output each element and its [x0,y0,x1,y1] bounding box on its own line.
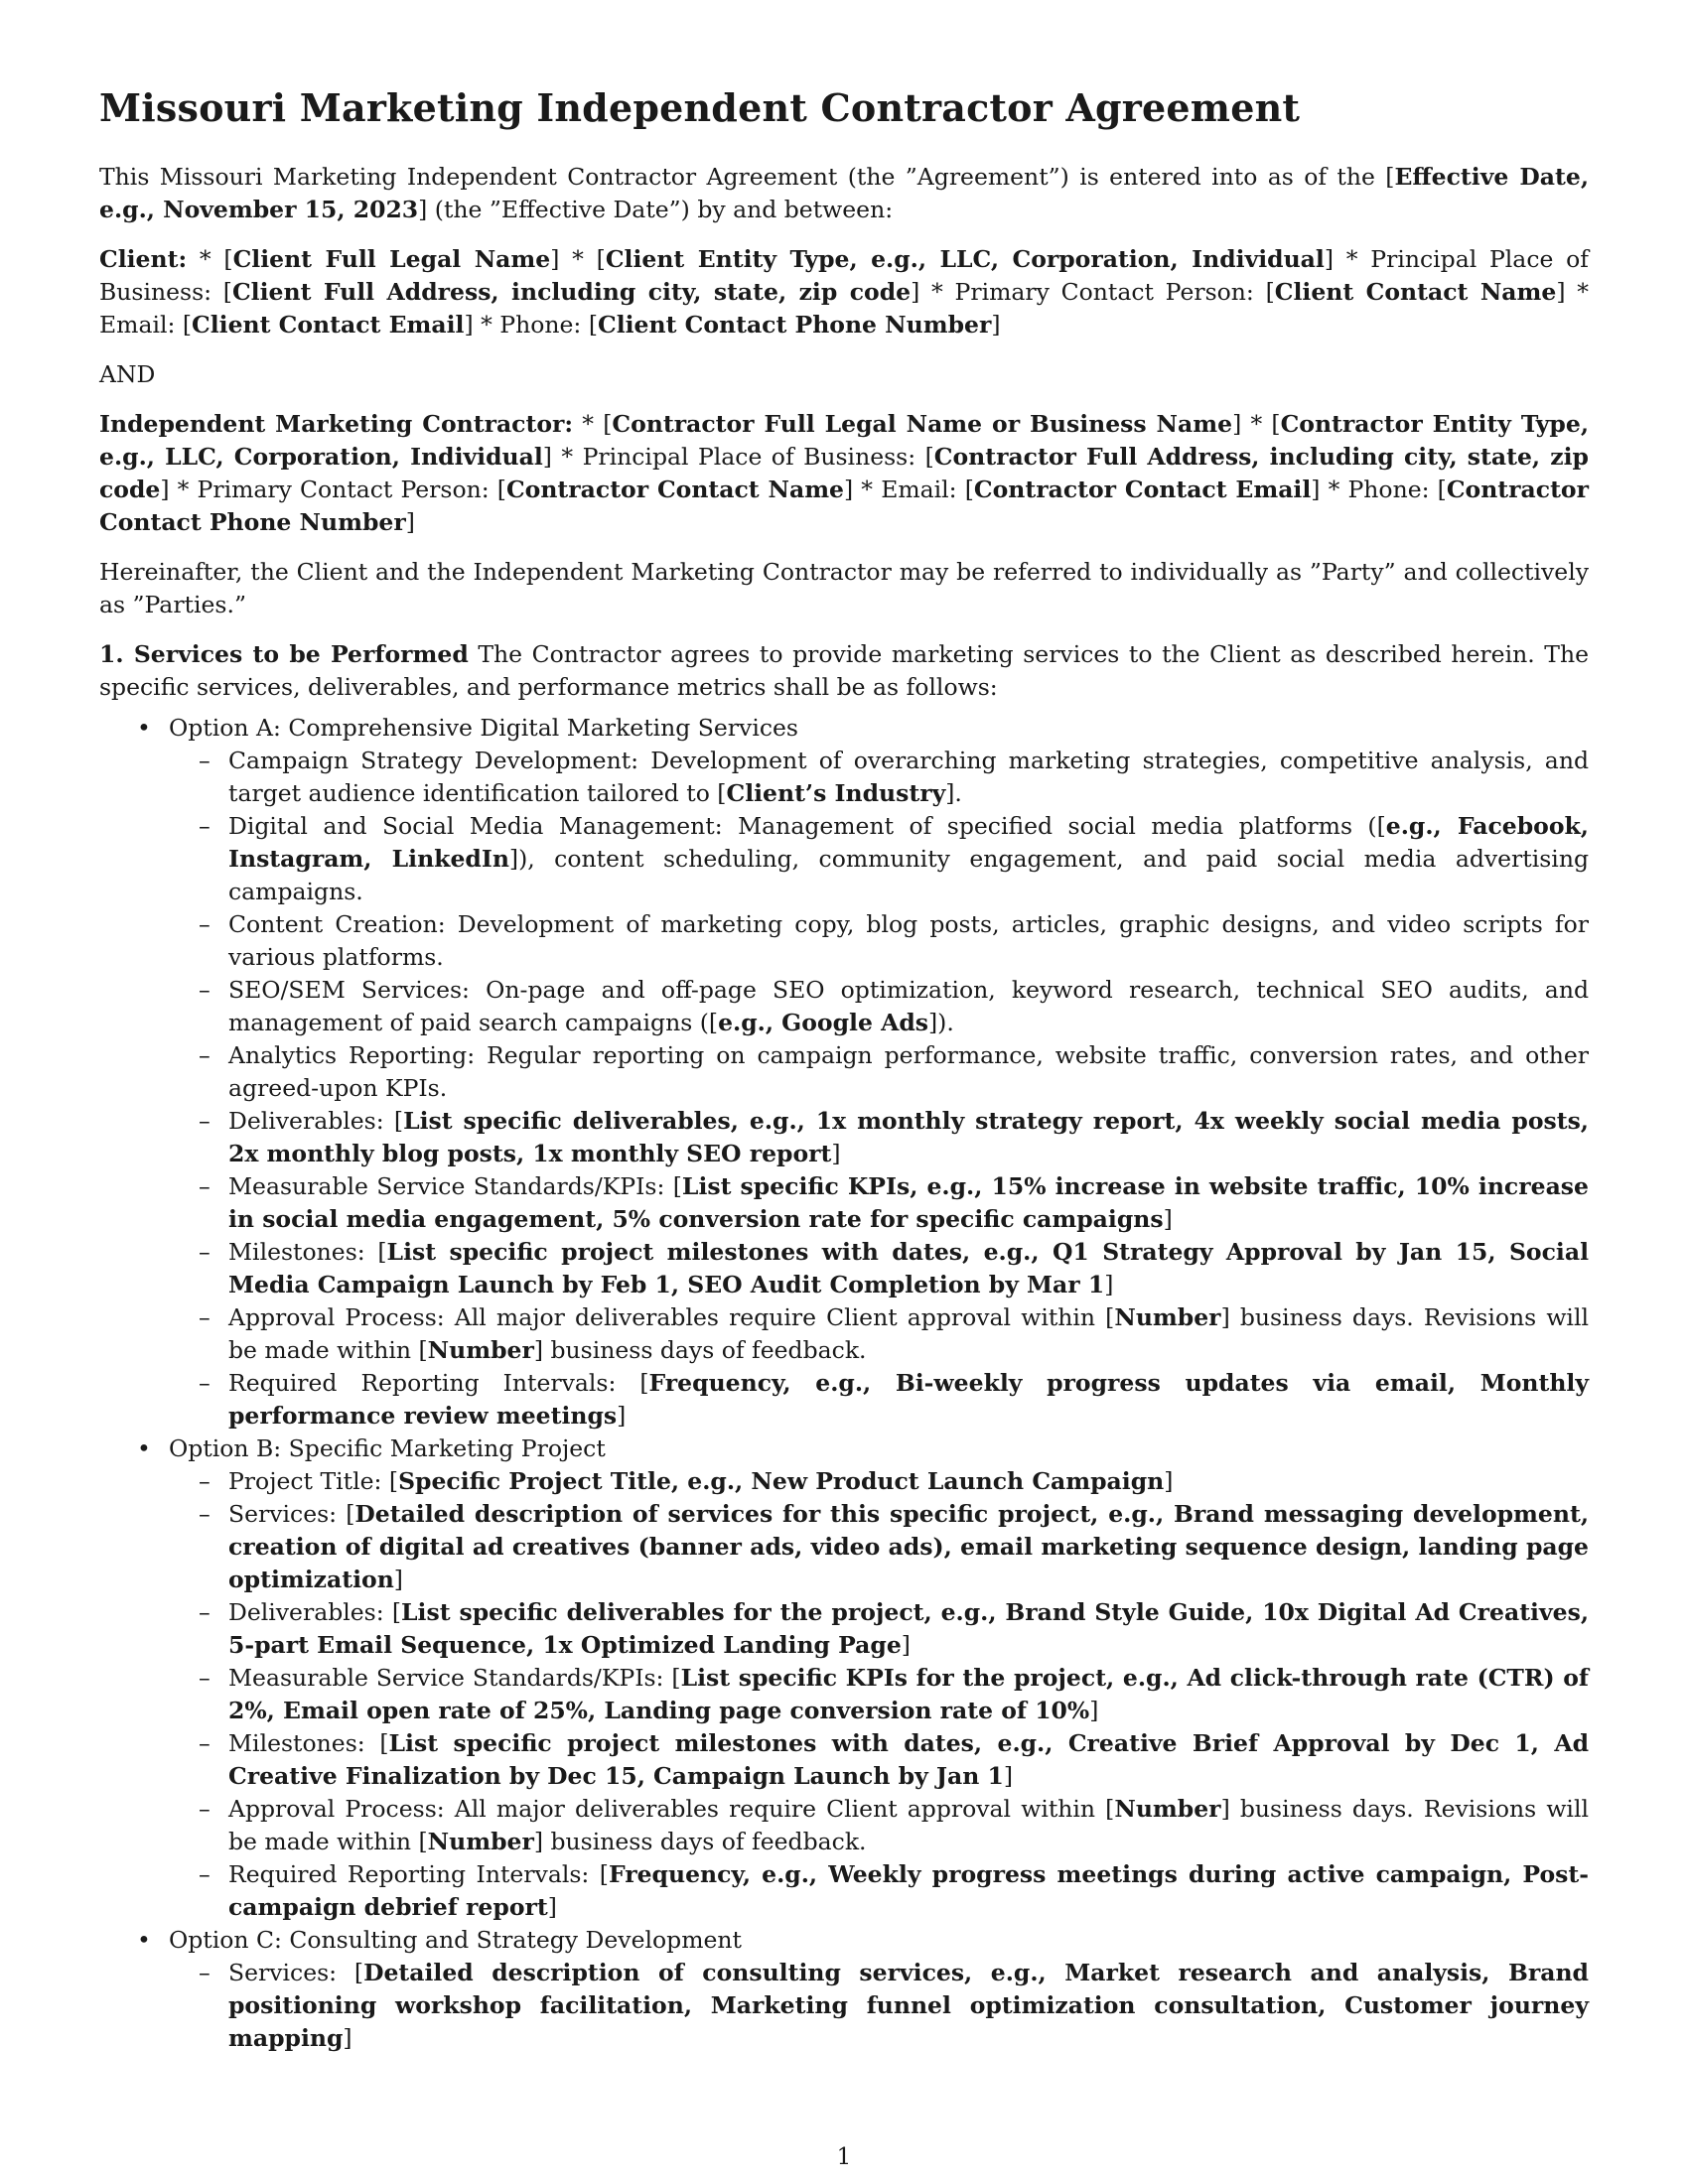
hereinafter-paragraph: Hereinafter, the Client and the Independent Marketing Contractor may be referred to individually as ”Party” and collectively as ”Parties.” [99,558,1589,618]
contractor-block: Independent Marketing Contractor: * [Contractor Full Legal Name or Business Name] * [Contractor Entity Type, e.g., LLC, Corporation, Individual] * Principal Place of Business: [Contractor Full Address, including city, state, zip code] * Primary Contact Person: [Contractor Contact Name] * Email: [Contractor Contact Email] * Phone: [Contractor Contact Phone Number] [99,410,1589,536]
list-item: – Approval Process: All major deliverables require Client approval within [Number] business days. Revisions will be made within [Number] business days of feedback. [199,1795,1589,1855]
list-item: – Required Reporting Intervals: [Frequency, e.g., Weekly progress meetings during active campaign, Post-campaign debrief report] [199,1860,1589,1921]
section-1-heading: 1. Services to be Performed [99,640,469,668]
page-number: 1 [836,2144,852,2170]
option-b-items [169,1465,1589,1924]
option-c-items [169,1957,1589,2055]
list-item: – Digital and Social Media Management: Management of specified social media platforms ([e.g., Facebook, Instagram, LinkedIn]), content scheduling, community engagement, and paid social media advertising campaigns. [199,812,1589,905]
section-1: 1. Services to be Performed The Contractor agrees to provide marketing services to the Client as described herein. The specific services, deliverables, and performance metrics shall be as follows: [99,640,1589,701]
contractor-label: Independent Marketing Contractor: [99,410,574,438]
list-item: – Deliverables: [List specific deliverables, e.g., 1x monthly strategy report, 4x weekly social media posts, 2x monthly blog posts, 1x monthly SEO report] [199,1107,1589,1167]
option-a-items [169,745,1589,1433]
list-item: – Measurable Service Standards/KPIs: [List specific KPIs, e.g., 15% increase in website traffic, 10% increase in social media engagement, 5% conversion rate for specific campaigns] [199,1172,1589,1233]
list-item: – Measurable Service Standards/KPIs: [List specific KPIs for the project, e.g., Ad click-through rate (CTR) of 2%, Email open rate of 25%, Landing page conversion rate of 10%] [199,1664,1589,1724]
list-item: – Milestones: [List specific project milestones with dates, e.g., Creative Brief Approval by Dec 1, Ad Creative Finalization by Dec 15, Campaign Launch by Jan 1] [199,1729,1589,1790]
list-item: – Analytics Reporting: Regular reporting on campaign performance, website traffic, conversion rates, and other agreed-upon KPIs. [199,1041,1589,1102]
list-item: – Approval Process: All major deliverables require Client approval within [Number] business days. Revisions will be made within [Number] business days of feedback. [199,1303,1589,1364]
client-label: Client: [99,245,188,273]
list-item: – SEO/SEM Services: On-page and off-page SEO optimization, keyword research, technical SEO audits, and management of paid search campaigns ([e.g., Google Ads]). [199,976,1589,1036]
option-c-title: Option C: Consulting and Strategy Development [169,1926,742,1954]
options-list [99,712,1589,2055]
list-item: – Services: [Detailed description of services for this specific project, e.g., Brand messaging development, creation of digital ad creatives (banner ads, video ads), email marketing sequence design, landing page optimization] [199,1500,1589,1593]
list-item: – Services: [Detailed description of consulting services, e.g., Market research and analysis, Brand positioning workshop facilitation, Marketing funnel optimization consultation, Customer journey mapping] [199,1959,1589,2052]
option-b [99,1433,1589,1924]
and-separator: AND [99,360,156,388]
document-body [99,161,1589,2055]
list-item: – Content Creation: Development of marketing copy, blog posts, articles, graphic designs, and video scripts for various platforms. [199,910,1589,971]
list-item: – Project Title: [Specific Project Title, e.g., New Product Launch Campaign] [199,1467,1174,1495]
bullet-marker: • [137,714,151,742]
list-item: – Milestones: [List specific project milestones with dates, e.g., Q1 Strategy Approval by Jan 15, Social Media Campaign Launch by Feb 1, SEO Audit Completion by Mar 1] [199,1238,1589,1298]
client-block: Client: * [Client Full Legal Name] * [Client Entity Type, e.g., LLC, Corporation, Individual] * Principal Place of Business: [Client Full Address, including city, state, zip code] * Primary Contact Person: [Client Contact Name] * Email: [Client Contact Email] * Phone: [Client Contact Phone Number] [99,245,1590,339]
option-a-title: Option A: Comprehensive Digital Marketing Services [169,714,798,742]
bullet-marker: • [137,1926,151,1954]
list-item: – Deliverables: [List specific deliverables for the project, e.g., Brand Style Guide, 10x Digital Ad Creatives, 5-part Email Sequence, 1x Optimized Landing Page] [199,1598,1590,1659]
bullet-marker: • [137,1434,151,1462]
intro-paragraph: This Missouri Marketing Independent Contractor Agreement (the ”Agreement”) is entered into as of the [Effective Date, e.g., November 15, 2023] (the ”Effective Date”) by and between: [99,163,1590,223]
option-a [99,712,1589,1433]
list-item: – Campaign Strategy Development: Development of overarching marketing strategies, competitive analysis, and target audience identification tailored to [Client’s Industry]. [199,747,1589,807]
document-page [99,0,1589,2184]
option-b-title: Option B: Specific Marketing Project [169,1434,606,1462]
list-item: – Required Reporting Intervals: [Frequency, e.g., Bi-weekly progress updates via email, Monthly performance review meetings] [199,1369,1589,1430]
option-c [99,1924,1589,2055]
document-title: Missouri Marketing Independent Contractor Agreement [99,85,1301,130]
